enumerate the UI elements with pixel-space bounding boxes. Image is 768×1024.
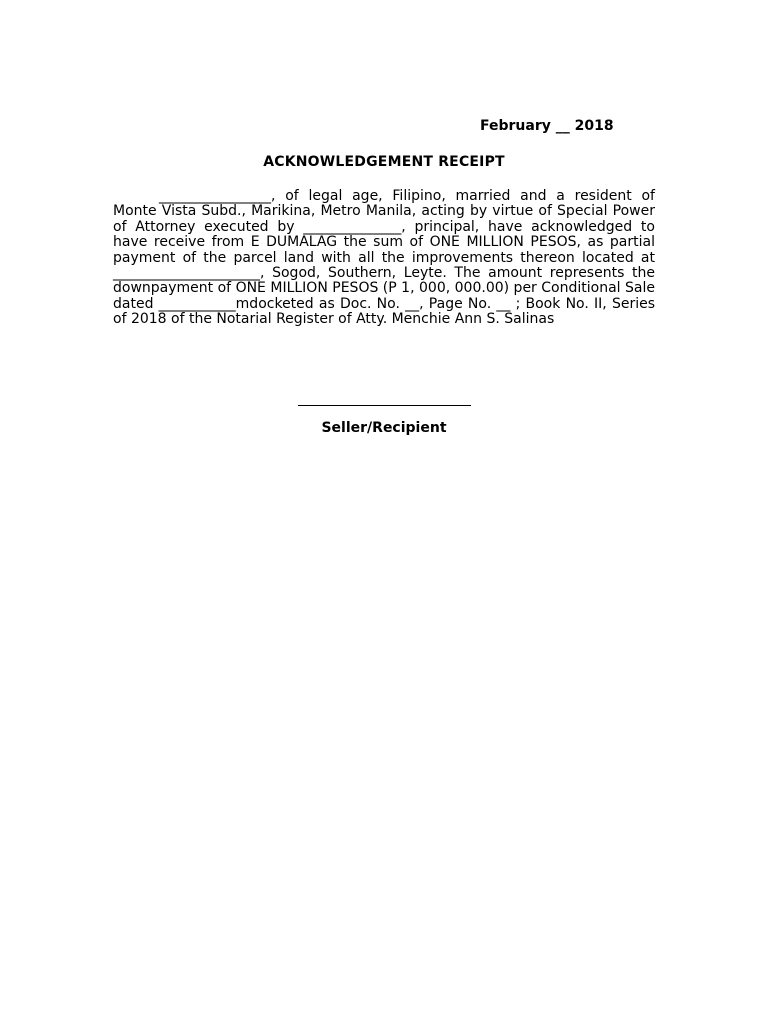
receipt-body-text: ________________, of legal age, Filipino, married and a resident of Monte Vista Subd., Marikina, Metro Manila, acting by virtue of Special Power of Attorney executed by ______________, principal, have acknowledged to have receive from E DUMALAG the sum of ONE MILLION PESOS, as partial payment of the parcel land with all the improvements thereon located at _____________________, Sogod, Southern, Leyte. The amount represents the downpayment of ONE MILLION PESOS (P 1, 000, 000.00) per Conditional Sale dated ___________mdocketed as Doc. No. __, Page No. __ ; Book No. II, Series of 2018 of the Notarial Register of Atty. Menchie Ann S. Salinas xyxy=(113,188,655,328)
date-line: February __ 2018 xyxy=(480,118,614,134)
document-title xyxy=(0,154,768,170)
signature-line xyxy=(298,405,471,406)
document-title-text: ACKNOWLEDGEMENT RECEIPT xyxy=(263,154,505,170)
signature-label: Seller/Recipient xyxy=(321,420,447,436)
receipt-body xyxy=(113,189,655,328)
